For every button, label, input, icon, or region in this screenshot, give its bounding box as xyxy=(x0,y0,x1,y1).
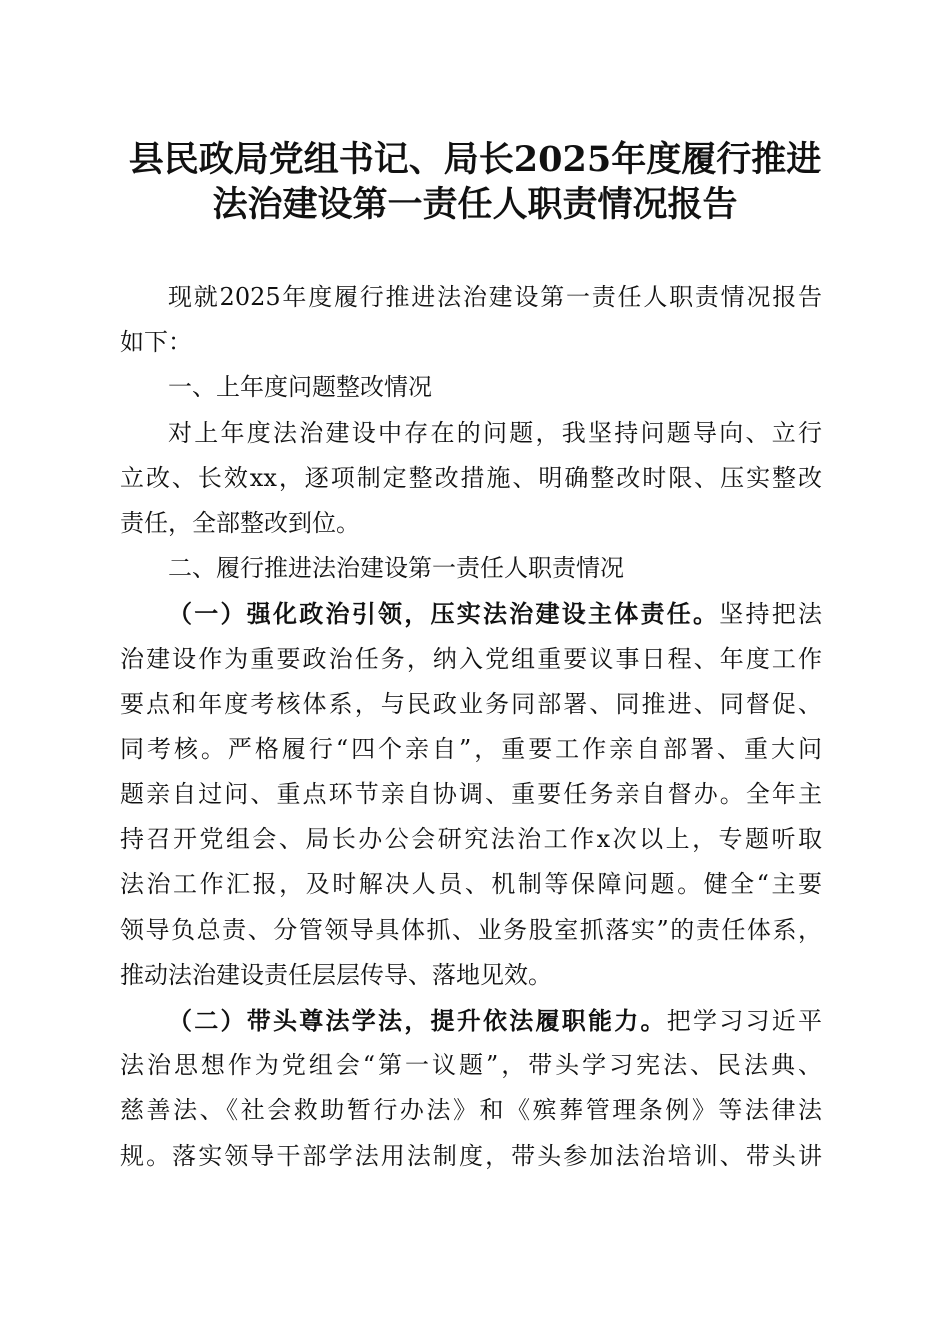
paragraph-line: 法治工作汇报，及时解决人员、机制等保障问题。健全“主要 xyxy=(120,870,822,899)
paragraph-line: 立改、长效xx，逐项制定整改措施、明确整改时限、压实整改 xyxy=(120,463,822,492)
paragraph-line: 推动法治建设责任层层传导、落地见效。 xyxy=(120,960,552,989)
intro-line: 如下： xyxy=(120,328,192,357)
paragraph-line: 对上年度法治建设中存在的问题，我坚持问题导向、立行 xyxy=(168,418,822,447)
paragraph-line: 法治思想作为党组会“第一议题”，带头学习宪法、民法典、 xyxy=(120,1051,822,1080)
subheading-lead: （二）带头尊法学法，提升依法履职能力。 xyxy=(168,1006,667,1035)
document-body xyxy=(120,275,822,1179)
subheading-lead: （一）强化政治引领，压实法治建设主体责任。 xyxy=(168,599,720,629)
paragraph-line: 领导负总责、分管领导具体抓、业务股室抓落实”的责任体系， xyxy=(120,915,822,944)
paragraph-line: 持召开党组会、局长办公会研究法治工作x次以上，专题听取 xyxy=(120,825,822,854)
title-line-1: 县民政局党组书记、局长2025年度履行推进 xyxy=(128,139,822,180)
paragraph-line: 规。落实领导干部学法用法制度，带头参加法治培训、带头讲 xyxy=(120,1141,822,1170)
paragraph-line: 要点和年度考核体系，与民政业务同部署、同推进、同督促、 xyxy=(120,689,822,718)
paragraph-text: 把学习习近平 xyxy=(666,1007,822,1035)
intro-line: 现就2025年度履行推进法治建设第一责任人职责情况报告 xyxy=(168,283,822,311)
section-heading: 一、上年度问题整改情况 xyxy=(168,373,432,402)
paragraph-line: 题亲自过问、重点环节亲自协调、重要任务亲自督办。全年主 xyxy=(120,780,822,809)
section-heading: 二、履行推进法治建设第一责任人职责情况 xyxy=(168,554,624,583)
paragraph-line xyxy=(120,591,822,636)
document-title xyxy=(0,137,950,227)
paragraph-line: 同考核。严格履行“四个亲自”，重要工作亲自部署、重大问 xyxy=(120,734,822,763)
paragraph-text: 坚持把法 xyxy=(719,600,822,629)
paragraph-line xyxy=(120,998,822,1043)
title-line-2: 法治建设第一责任人职责情况报告 xyxy=(212,184,738,225)
paragraph-line: 慈善法、《社会救助暂行办法》和《殡葬管理条例》等法律法 xyxy=(120,1096,822,1125)
paragraph-line: 治建设作为重要政治任务，纳入党组重要议事日程、年度工作 xyxy=(120,644,822,673)
paragraph-line: 责任，全部整改到位。 xyxy=(120,508,360,537)
